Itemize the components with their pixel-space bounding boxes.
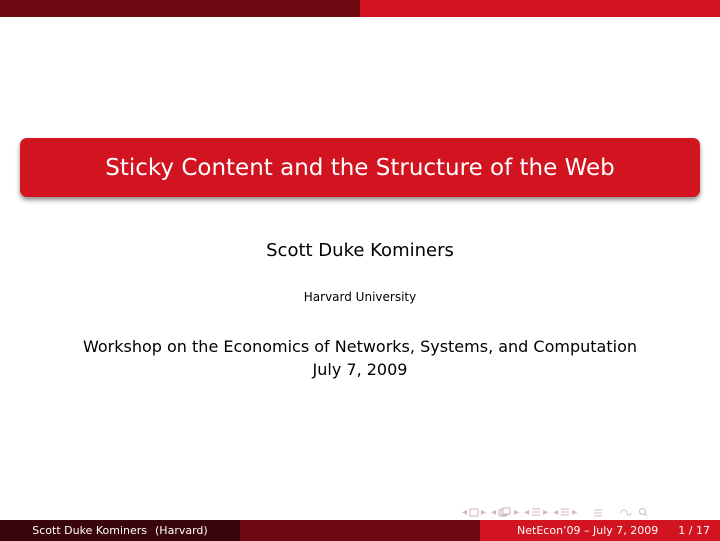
- footer-author-section: [0, 520, 240, 541]
- footer-title-section: [480, 520, 720, 541]
- footer-author: Scott Duke Kominers: [32, 524, 148, 537]
- author-name: Scott Duke Kominers: [266, 240, 454, 261]
- title-box: [20, 138, 700, 197]
- event-name: Workshop on the Economics of Networks, Systems, and Computation: [82, 337, 637, 356]
- subsection-left-arrow-icon[interactable]: ◂: [491, 506, 497, 518]
- subsection-icon[interactable]: [498, 507, 512, 517]
- frame-left-arrow-icon[interactable]: ◂: [462, 506, 468, 518]
- event-date: July 7, 2009: [312, 360, 408, 379]
- subsection-list-nav: [553, 507, 577, 518]
- subsection-list-icon[interactable]: [560, 507, 570, 517]
- frame-nav: [462, 507, 486, 518]
- navigation-bar: [462, 505, 648, 519]
- footer-affiliation: (Harvard): [155, 524, 208, 537]
- undo-icon[interactable]: [619, 507, 633, 517]
- header-bar-right: [360, 0, 720, 17]
- section-nav: [524, 507, 548, 518]
- slide-title: Sticky Content and the Structure of the Web: [105, 154, 615, 181]
- subsection-right-arrow-icon[interactable]: ▸: [514, 506, 520, 518]
- footer-short-title: NetEcon’09 – July 7, 2009: [517, 524, 659, 537]
- frame-icon[interactable]: [469, 508, 479, 517]
- section-icon[interactable]: [531, 507, 541, 517]
- footer-middle-section: [240, 520, 480, 541]
- institute-name: Harvard University: [303, 290, 417, 304]
- footer-bar: [0, 520, 720, 541]
- subsection-nav: [491, 507, 519, 518]
- subsection-list-left-arrow-icon[interactable]: ◂: [553, 506, 559, 518]
- presentation-icon[interactable]: [593, 507, 603, 517]
- header-bar: [0, 0, 720, 17]
- subsection-list-right-arrow-icon[interactable]: ▸: [572, 506, 578, 518]
- search-icon[interactable]: [638, 507, 648, 517]
- section-left-arrow-icon[interactable]: ◂: [524, 506, 530, 518]
- frame-right-arrow-icon[interactable]: ▸: [481, 506, 487, 518]
- header-bar-left: [0, 0, 360, 17]
- section-right-arrow-icon[interactable]: ▸: [543, 506, 549, 518]
- page-number: 1 / 17: [678, 524, 710, 537]
